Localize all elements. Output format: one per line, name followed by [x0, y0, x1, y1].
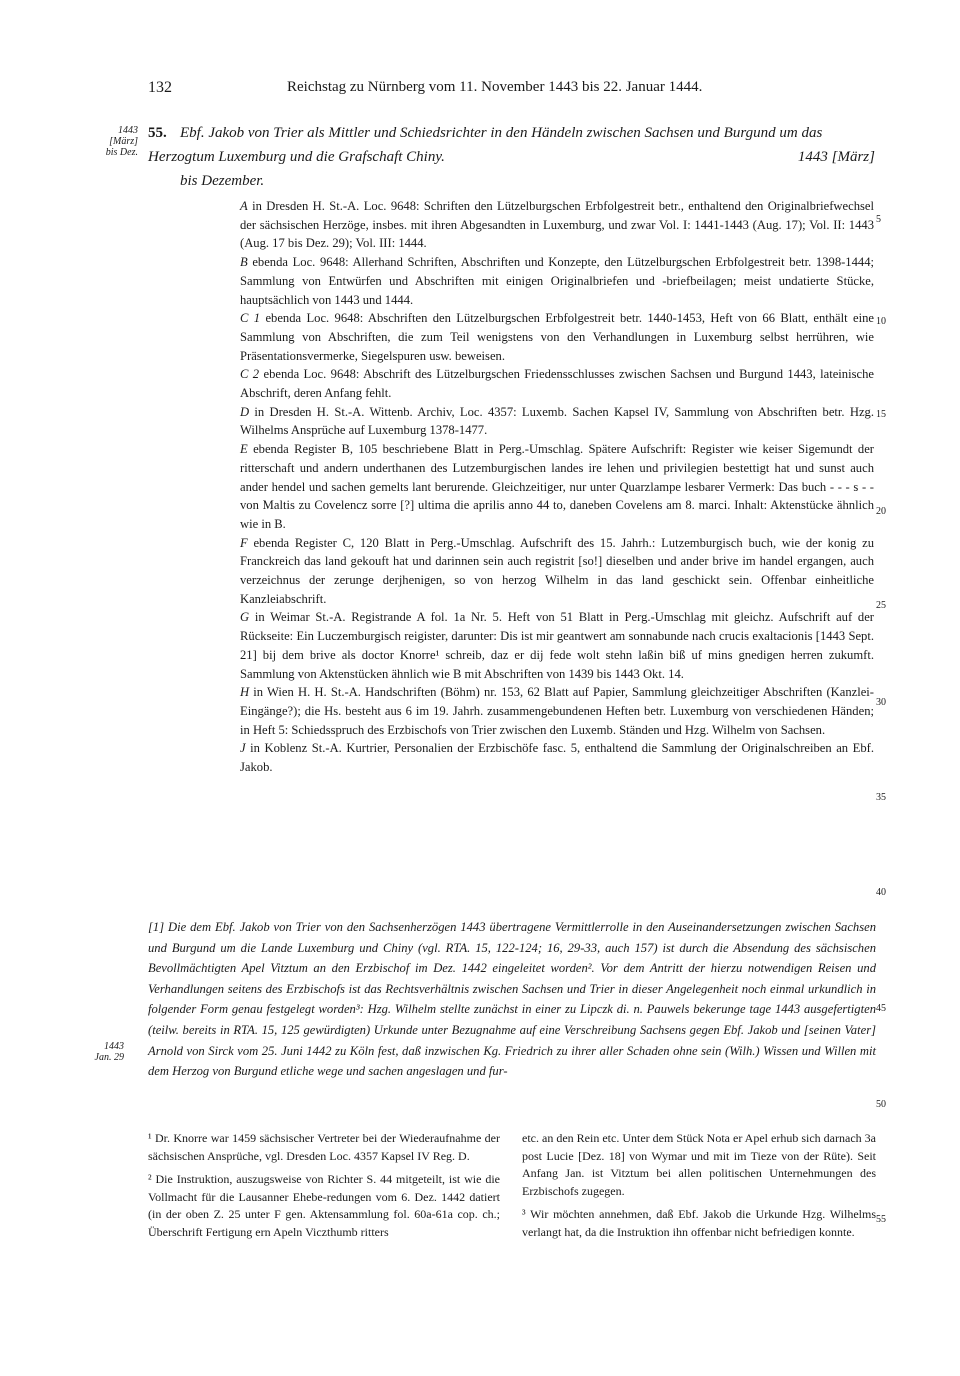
source-entry — [240, 253, 874, 309]
source-tag: B — [240, 255, 248, 270]
margin-date-line: Jan. 29 — [94, 1052, 124, 1063]
source-tag: C 1 — [240, 311, 261, 326]
footnote: ¹ Dr. Knorre war 1459 sächsischer Vertreter bei der Wiederaufnahme der sächsischen Ansprüche, vgl. Dresden Loc. 4357 Kapsel IV Reg. D. — [148, 1131, 500, 1163]
source-tag: H — [240, 685, 250, 700]
source-tag: C 2 — [240, 367, 260, 382]
page-number: 132 — [148, 79, 172, 96]
source-text: ebenda Register C, 120 Blatt in Perg.-Umschlag. Aufschrift des 15. Jahrh.: Lutzemburgisch buch, wie der konig zu Franckreich das land gekouft hat und darinnen sein auch registrit [so!] dieselben und ander brive im handel ergangen, auch verzeichnus der zerunge derjhenigen, so von herzog Wilhelm in das land geschickt sein. Offenbar einheitliche Kanzleiabschrift. — [240, 535, 874, 606]
source-text: in Dresden H. St.-A. Loc. 9648: Schriften den Lützelburgschen Erbfolgestreit betr., enthaltend den Originalbriefwechsel der sächsischen Herzöge, insbes. mit ihren Abgesandten in Luxemburg, und zwar Vol. I: 1441-1443 (Aug. 17); Vol. II: 1443 (Aug. 17 bis Dez. 29); Vol. III: 1444. — [240, 199, 874, 251]
source-entry — [240, 365, 874, 402]
source-entry — [240, 534, 874, 609]
source-entry — [240, 440, 874, 534]
line-number: 45 — [876, 1003, 886, 1014]
margin-date-line: 1443 — [118, 125, 138, 136]
source-entry — [240, 739, 874, 776]
document-title: Ebf. Jakob von Trier als Mittler und Schiedsrichter in den Händeln zwischen Sachsen und Burgund um das Herzogtum Luxemburg und die Grafschaft Chiny. — [148, 125, 823, 165]
margin-date-top — [92, 125, 138, 158]
source-tag: J — [240, 741, 246, 756]
page-header — [0, 79, 960, 101]
footnote: etc. an den Rein etc. Unter dem Stück Nota er Apel erhub sich darnach 3a post Lucie [Dez. 18] von Wymar und mit im Tieze von der Rüte). Seit Anfang Jan. ist Vitztum bei allen politischen Unternehmungen des Erzbischofs zugegen. — [522, 1131, 876, 1198]
source-text: in Wien H. H. St.-A. Handschriften (Böhm) nr. 153, 62 Blatt auf Papier, Sammlung gleichzeitiger Abschriften (Kanzlei-Eingänge?); die Hs. besteht aus 6 im 19. Jahrh. zusammengebundenen Heften betr. Luxemburg von verschiedenen Händen; in Heft 5: Schiedsspruch des Erzbischofs von Trier zwischen den Luxemb. Ständen und Hzg. Wilhelm von Sachsen. — [240, 685, 874, 737]
source-tag: G — [240, 610, 250, 625]
margin-date-line: 1443 — [104, 1041, 124, 1052]
document-dates: 1443 [März] — [797, 149, 875, 165]
document-heading — [148, 121, 875, 193]
source-text: ebenda Register B, 105 beschriebene Blatt in Perg.-Umschlag. Spätere Aufschrift: Register wie keiser Sigemundt der ritterschaft und andern underthanen des Lutzemburgischen landes ire lehen und privilegien bestettigt hat und sunst auch ander hendel und sachen gemelts lant berurende. Gleichzeitiger, nur unter Quarzlampe lesbarer Vermerk: Das buch - - - s - - von Maltis zu Covelencz sorre [?] ultima die aprilis anno 44 to, daneben Covelens am 8. marci. Inhalt: Aktenstücke ähnlich wie in B. — [240, 442, 874, 531]
line-number: 10 — [876, 316, 886, 327]
footnote: ² Die Instruktion, auszugsweise von Richter S. 44 mitgeteilt, ist wie die Vollmacht für die Lausanner Ehebe-redungen vom 6. Dez. 1442 datiert (in der oben Z. 25 unter F gen. Aktensammlung fol. 60a-61a cop. ch.; Überschrift Fertigung ern Apeln Viczthumb ritters — [148, 1172, 500, 1239]
margin-date-line: bis Dez. — [105, 147, 138, 158]
footnotes-right — [522, 1130, 876, 1247]
line-number: 55 — [876, 1214, 886, 1225]
body-paragraph: [1] Die dem Ebf. Jakob von Trier von den Sachsenherzögen 1443 übertragene Vermittlerrolle in den Auseinandersetzungen zwischen Sachsen und Burgund um die Lande Luxemburg und Chiny (vgl. RTA. 15, 122-124; 16, 29-33, auch 157) ist durch die Absendung des sächsischen Bevollmächtigten Apel Vitztum an den Erzbischof im Dez. 1442 eingeleitet worden². Vor dem Antritt der hierzu notwendigen Reisen und Verhandlungen seitens des Erzbischofs ist das Rechtsverhältnis zwischen Sachsen und Trier in dieser Angelegenheit noch einmal urkundlich in folgender Form genau festgelegt worden³: Hzg. Wilhelm stellte zunächst in einer zu Lipczk di. n. Pauwels bekerunge tage 1443 ausgefertigten (teilw. bereits in RTA. 15, 125 gewürdigten) Urkunde unter Bezugnahme auf eine Verschreibung Sachsens gegen Ebf. Jakob und [seinen Vater] Arnold von Sirck vom 25. Juni 1442 zu Köln fest, daß inzwischen Kg. Friedrich zu ihrer aller Schaden ohne sein (Wilh.) Wissen und Willen mit dem Herzog von Burgund etliche wege und sachen angeslagen und fur- — [148, 920, 876, 1079]
margin-date-lower — [84, 1041, 124, 1063]
source-text: ebenda Loc. 9648: Abschrift des Lützelburgschen Friedensschlusses zwischen Sachsen und Burgund 1443, lateinische Abschrift, deren Anfang fehlt. — [240, 367, 874, 401]
margin-date-line: [März] — [109, 136, 138, 147]
source-entry — [240, 309, 874, 365]
source-tag: A — [240, 199, 248, 213]
line-number: 30 — [876, 697, 886, 708]
source-tag: D — [240, 404, 250, 419]
footnotes-left — [148, 1130, 500, 1247]
line-number: 20 — [876, 506, 886, 517]
document-dates-tail: bis Dezember. — [180, 173, 265, 189]
source-entry — [240, 608, 874, 683]
line-number: 35 — [876, 792, 886, 803]
document-number: 55. — [148, 125, 167, 141]
source-text: in Weimar St.-A. Registrande A fol. 1a Nr. 5. Heft von 51 Blatt in Perg.-Umschlag mit gleichz. Aufschrift auf der Rückseite: Ein Luczemburgisch reigister, darunter: Dis ist mir geantwert am sonnabunde nach crucis exaltacionis [1443 Sept. 21] bij dem brive als doctor Knorre¹ schreib, daz er dij fede wolt stehn laßin biß uf mins gnedigen herren zukumft. Sammlung von Aktenstücken ähnlich wie B mit Abschriften von 1439 bis 1443 Okt. 14. — [240, 610, 874, 681]
running-head: Reichstag zu Nürnberg vom 11. November 1443 bis 22. Januar 1444. — [287, 79, 703, 95]
source-text: in Dresden H. St.-A. Wittenb. Archiv, Loc. 4357: Luxemb. Sachen Kapsel IV, Sammlung von Abschriften betr. Hzg. Wilhelms Ansprüche auf Luxemburg 1378-1477. — [240, 404, 874, 438]
line-number: 40 — [876, 887, 886, 898]
source-tag: E — [240, 442, 248, 457]
line-number: 15 — [876, 409, 886, 420]
source-entry — [240, 403, 874, 440]
line-number: 25 — [876, 600, 886, 611]
source-tag: F — [240, 535, 248, 550]
line-number: 50 — [876, 1099, 886, 1110]
footnote: ³ Wir möchten annehmen, daß Ebf. Jakob die Urkunde Hzg. Wilhelms verlangt hat, da die Instruktion ihn offenbar nicht befriedigen konnte. — [522, 1207, 876, 1239]
source-entry — [240, 683, 874, 739]
line-number: 5 — [876, 214, 881, 225]
source-text: ebenda Loc. 9648: Allerhand Schriften, Abschriften und Konzepte, den Lützelburgschen Erbfolgestreit betr. 1398-1444; Sammlung von Entwürfen und Abschriften mit einigen Originalbriefen und -briefbeilagen; meist undatierte Stücke, hauptsächlich von 1443 und 1444. — [240, 255, 874, 307]
source-entry — [240, 197, 874, 253]
source-text: in Koblenz St.-A. Kurtrier, Personalien der Erzbischöfe fasc. 5, enthaltend die Sammlung der Originalschreiben an Ebf. Jakob. — [240, 741, 874, 775]
source-list — [240, 197, 874, 777]
source-text: ebenda Loc. 9648: Abschriften den Lützelburgschen Erbfolgestreit betr. 1440-1453, Heft von 66 Blatt, enthält eine Sammlung von Abschriften, die zum Teil wenigstens von den Verhandlungen in Luxemburg selbst herrühren, wie Präsentationsvermerke, Siegelspuren usw. beweisen. — [240, 311, 874, 363]
